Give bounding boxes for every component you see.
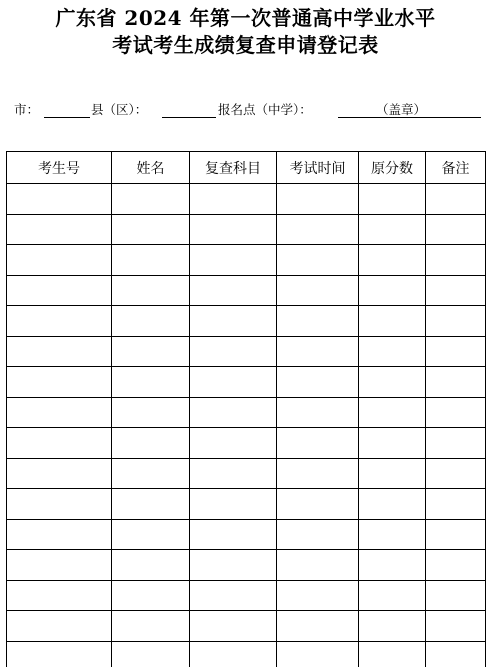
table-cell[interactable] bbox=[112, 336, 190, 367]
table-row bbox=[7, 275, 486, 306]
table-cell[interactable] bbox=[277, 184, 359, 215]
table-cell[interactable] bbox=[190, 245, 277, 276]
table-cell[interactable] bbox=[277, 519, 359, 550]
table-cell[interactable] bbox=[277, 245, 359, 276]
table-cell[interactable] bbox=[7, 428, 112, 459]
table-cell[interactable] bbox=[112, 489, 190, 520]
county-label: 县（区）： bbox=[91, 102, 148, 117]
table-cell[interactable] bbox=[190, 611, 277, 642]
table-cell[interactable] bbox=[277, 367, 359, 398]
table-cell[interactable] bbox=[426, 550, 486, 581]
table-cell[interactable] bbox=[426, 580, 486, 611]
table-cell[interactable] bbox=[277, 580, 359, 611]
table-cell[interactable] bbox=[426, 489, 486, 520]
table-row bbox=[7, 641, 486, 667]
table-cell[interactable] bbox=[426, 367, 486, 398]
table-cell[interactable] bbox=[7, 245, 112, 276]
table-cell[interactable] bbox=[359, 458, 426, 489]
table-cell[interactable] bbox=[426, 458, 486, 489]
table-cell[interactable] bbox=[426, 397, 486, 428]
table-cell[interactable] bbox=[190, 336, 277, 367]
table-cell[interactable] bbox=[426, 428, 486, 459]
table-cell[interactable] bbox=[7, 519, 112, 550]
table-row bbox=[7, 367, 486, 398]
table-body bbox=[7, 184, 486, 667]
table-cell[interactable] bbox=[190, 489, 277, 520]
table-row bbox=[7, 336, 486, 367]
table-cell[interactable] bbox=[112, 641, 190, 667]
table-cell[interactable] bbox=[426, 641, 486, 667]
table-cell[interactable] bbox=[277, 611, 359, 642]
header-exam-time: 考试时间 bbox=[277, 152, 359, 184]
table-row bbox=[7, 184, 486, 215]
header-review-subject: 复查科目 bbox=[190, 152, 277, 184]
table-cell[interactable] bbox=[277, 336, 359, 367]
table-cell[interactable] bbox=[190, 580, 277, 611]
table-cell[interactable] bbox=[190, 458, 277, 489]
table-row bbox=[7, 428, 486, 459]
table-cell[interactable] bbox=[359, 611, 426, 642]
table-row bbox=[7, 580, 486, 611]
county-blank[interactable] bbox=[162, 117, 216, 118]
table-cell[interactable] bbox=[359, 306, 426, 337]
table-cell[interactable] bbox=[112, 458, 190, 489]
table-cell[interactable] bbox=[112, 275, 190, 306]
table-cell[interactable] bbox=[190, 367, 277, 398]
applicant-info-line bbox=[14, 100, 484, 120]
table-cell[interactable] bbox=[359, 428, 426, 459]
table-cell[interactable] bbox=[190, 397, 277, 428]
table-cell[interactable] bbox=[7, 184, 112, 215]
header-original-score: 原分数 bbox=[359, 152, 426, 184]
site-label: 报名点（中学）： bbox=[218, 102, 312, 117]
table-cell[interactable] bbox=[7, 550, 112, 581]
table-row bbox=[7, 306, 486, 337]
table-cell[interactable] bbox=[190, 184, 277, 215]
city-blank[interactable] bbox=[44, 117, 90, 118]
table-cell[interactable] bbox=[359, 641, 426, 667]
table-cell[interactable] bbox=[277, 550, 359, 581]
table-cell[interactable] bbox=[359, 489, 426, 520]
table-row bbox=[7, 489, 486, 520]
table-cell[interactable] bbox=[112, 611, 190, 642]
table-cell[interactable] bbox=[112, 184, 190, 215]
table-cell[interactable] bbox=[190, 550, 277, 581]
table-cell[interactable] bbox=[7, 458, 112, 489]
table-cell[interactable] bbox=[277, 428, 359, 459]
table-cell[interactable] bbox=[112, 245, 190, 276]
table-cell[interactable] bbox=[277, 214, 359, 245]
table-cell[interactable] bbox=[426, 519, 486, 550]
header-exam-number: 考生号 bbox=[7, 152, 112, 184]
table-cell[interactable] bbox=[426, 611, 486, 642]
table-cell[interactable] bbox=[190, 306, 277, 337]
table-cell[interactable] bbox=[112, 550, 190, 581]
table-cell[interactable] bbox=[277, 458, 359, 489]
table-cell[interactable] bbox=[112, 306, 190, 337]
header-name: 姓名 bbox=[112, 152, 190, 184]
table-cell[interactable] bbox=[426, 336, 486, 367]
table-cell[interactable] bbox=[7, 336, 112, 367]
table-cell[interactable] bbox=[190, 214, 277, 245]
table-cell[interactable] bbox=[359, 397, 426, 428]
review-registration-table bbox=[6, 151, 486, 667]
table-cell[interactable] bbox=[7, 641, 112, 667]
table-row bbox=[7, 214, 486, 245]
table-cell[interactable] bbox=[277, 641, 359, 667]
header-remarks: 备注 bbox=[426, 152, 486, 184]
table-cell[interactable] bbox=[7, 611, 112, 642]
table-cell[interactable] bbox=[7, 489, 112, 520]
table-cell[interactable] bbox=[426, 214, 486, 245]
table-cell[interactable] bbox=[359, 336, 426, 367]
table-row bbox=[7, 458, 486, 489]
table-cell[interactable] bbox=[426, 245, 486, 276]
table-row bbox=[7, 245, 486, 276]
table-cell[interactable] bbox=[359, 184, 426, 215]
seal-label: （盖章） bbox=[376, 102, 427, 117]
table-cell[interactable] bbox=[7, 397, 112, 428]
city-label: 市： bbox=[14, 102, 40, 117]
table-header-row bbox=[7, 152, 486, 184]
table-row bbox=[7, 397, 486, 428]
table-cell[interactable] bbox=[190, 519, 277, 550]
table-row bbox=[7, 611, 486, 642]
table-cell[interactable] bbox=[7, 214, 112, 245]
table-cell[interactable] bbox=[112, 367, 190, 398]
table-cell[interactable] bbox=[359, 245, 426, 276]
table-cell[interactable] bbox=[112, 214, 190, 245]
table-cell[interactable] bbox=[190, 641, 277, 667]
table-cell[interactable] bbox=[359, 214, 426, 245]
table-cell[interactable] bbox=[277, 275, 359, 306]
table-cell[interactable] bbox=[7, 580, 112, 611]
table-cell[interactable] bbox=[112, 519, 190, 550]
table-cell[interactable] bbox=[7, 275, 112, 306]
table-cell[interactable] bbox=[277, 489, 359, 520]
table-cell[interactable] bbox=[190, 275, 277, 306]
table-cell[interactable] bbox=[7, 306, 112, 337]
table-cell[interactable] bbox=[7, 367, 112, 398]
table-cell[interactable] bbox=[112, 580, 190, 611]
table-cell[interactable] bbox=[359, 275, 426, 306]
page-title-line2: 考试考生成绩复查申请登记表 bbox=[112, 33, 379, 57]
table-row bbox=[7, 550, 486, 581]
table-cell[interactable] bbox=[112, 397, 190, 428]
table-cell[interactable] bbox=[359, 580, 426, 611]
table-cell[interactable] bbox=[359, 367, 426, 398]
table-cell[interactable] bbox=[426, 306, 486, 337]
table-cell[interactable] bbox=[426, 184, 486, 215]
table-cell[interactable] bbox=[112, 428, 190, 459]
table-cell[interactable] bbox=[190, 428, 277, 459]
page-title-line1: 广东省 2024 年第一次普通高中学业水平 bbox=[55, 6, 436, 30]
table-cell[interactable] bbox=[277, 306, 359, 337]
table-cell[interactable] bbox=[359, 519, 426, 550]
table-cell[interactable] bbox=[426, 275, 486, 306]
table-cell[interactable] bbox=[277, 397, 359, 428]
table-cell[interactable] bbox=[359, 550, 426, 581]
table-row bbox=[7, 519, 486, 550]
